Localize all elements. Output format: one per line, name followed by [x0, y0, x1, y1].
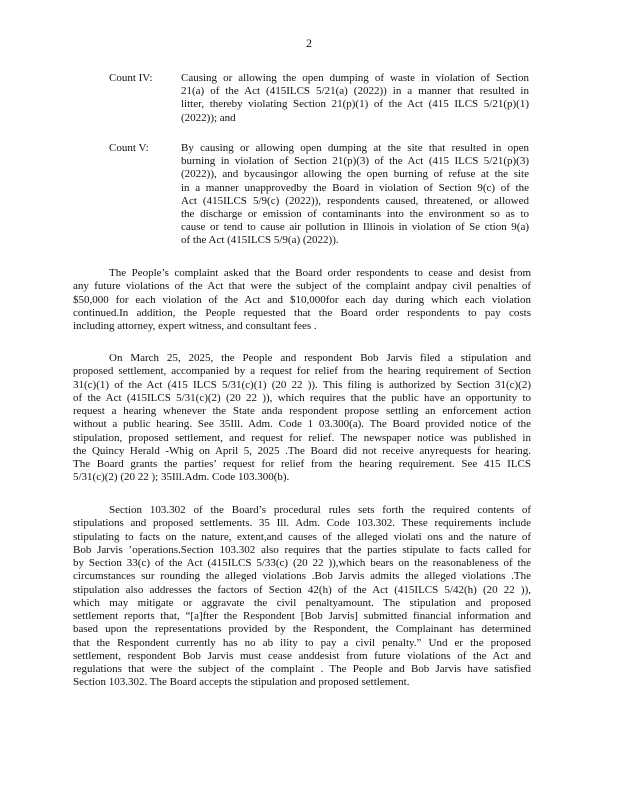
text-line: settlement, respondent Bob Jarvis must cease anddesist from future violations of the Act and	[73, 649, 531, 662]
text-line: The Board grants the parties’ request for relief from the hearing requirement. See 415 ILCS	[73, 458, 531, 470]
text-line: Section 103.302. The Board accepts the stipulation and proposed settlement.	[73, 676, 410, 689]
text-line: $50,000 for each violation of the Act and $10,000for each day during which each violation	[73, 293, 531, 306]
text-line: Act (415ILCS 5/9(c) (2022)), respondents caused, threatened, or allowed	[181, 194, 529, 207]
text-line: (2022)); and	[181, 111, 236, 124]
page-number: 2	[306, 36, 312, 50]
text-line: that the Respondent currently has no ab ility to pay a civil penalty.” Und er the proposed	[73, 636, 531, 649]
count-label: Count IV:	[109, 72, 153, 84]
paragraph-stipulation	[73, 352, 531, 485]
text-line: stipulation also addresses the factors of Section 42(h) of the Act (415ILCS 5/42(h) (20 22 )),	[73, 583, 531, 596]
text-line: By causing or allowing open dumping at the site that resulted in open	[181, 142, 529, 154]
count-text	[181, 72, 529, 125]
text-line: by Section 33(c) of the Act (415ILCS 5/33(c) (20 22 )),which bears on the reasonableness of the	[73, 557, 531, 569]
text-line: The People’s complaint asked that the Board order respondents to cease and desist from	[109, 267, 531, 279]
text-line: any future violations of the Act that were the subject of the complaint andpay civil penalties of	[73, 280, 531, 293]
count-iv	[109, 72, 529, 125]
text-line: Bob Jarvis ’operations.Section 103.302 also requires that the parties stipulate to facts called for	[73, 543, 531, 556]
text-line: stipulation, proposed settlement, and request for relief. The newspaper notice was published in	[73, 431, 531, 444]
text-line: proposed settlement, accompanied by a request for relief from the hearing requirement of Section	[73, 365, 531, 378]
text-line: Causing or allowing the open dumping of waste in violation of Section	[181, 72, 529, 84]
text-line: of the Act (415ILCS 5/9(a) (2022)).	[181, 234, 339, 247]
text-line: cause or tend to cause air pollution in Illinois in violation of Se ction 9(a)	[181, 221, 529, 234]
text-line: in a manner unapprovedby the Board in violation of Section 9(c) of the	[181, 181, 529, 194]
text-line: 5/31(c)(2) (20 22 ); 35Ill.Adm. Code 103.300(b).	[73, 471, 290, 484]
text-line: which may mitigate or aggravate the civil penaltyamount. The stipulation and proposed	[73, 596, 531, 609]
text-line: stipulating to facts on the nature, extent,and causes of the alleged violati ons and the nature of	[73, 530, 531, 543]
text-line: without a public hearing. See 35Ill. Adm. Code 1 03.300(a). The Board provided notice of the	[73, 418, 531, 431]
text-line: of the Act (415ILCS 5/31(c)(2) (20 22 )), which requires that the public have an opportunity to	[73, 391, 531, 404]
count-v	[109, 142, 529, 248]
text-line: regulations that were the subject of the complaint . The People and Bob Jarvis have satisfied	[73, 663, 531, 675]
text-line: On March 25, 2025, the People and respondent Bob Jarvis filed a stipulation and	[109, 352, 531, 364]
paragraph-procedural-rules	[73, 504, 531, 690]
paragraph-complaint	[73, 267, 531, 333]
text-line: including attorney, expert witness, and consultant fees .	[73, 320, 317, 332]
text-line: circumstances sur rounding the alleged violations .Bob Jarvis admits the alleged violations .The	[73, 570, 531, 583]
text-line: based upon the representations provided by the Respondent, the Complainant has determined	[73, 623, 531, 636]
count-label: Count V:	[109, 142, 149, 154]
text-line: request a hearing whenever the State anda respondent propose settling an enforcement action	[73, 405, 531, 417]
text-line: the Quincy Herald -Whig on April 5, 2025 .The Board did not receive anyrequests for hearing.	[73, 444, 531, 457]
text-line: 21(a) of the Act (415ILCS 5/21(a) (2022)) in a manner that resulted in	[181, 85, 529, 98]
text-line: 31(c)(1) of the Act (415 ILCS 5/31(c)(1) (20 22 )). This filing is authorized by Section 31(c)(2)	[73, 378, 531, 391]
text-line: litter, thereby violating Section 21(p)(1) of the Act (415 ILCS 5/21(p)(1)	[181, 98, 529, 111]
count-text	[181, 142, 529, 248]
text-line: Section 103.302 of the Board’s procedural rules sets forth the required contents of	[109, 504, 531, 516]
text-line: continued.In addition, the People requested that the Board order respondents to pay costs	[73, 306, 531, 319]
text-line: stipulations and proposed settlements. 35 Ill. Adm. Code 103.302. These requirements include	[73, 517, 531, 530]
text-line: settlement reports that, “[a]fter the Respondent [Bob Jarvis] submitted financial information and	[73, 610, 531, 622]
text-line: burning in violation of Section 21(p)(3) of the Act (415 ILCS 5/21(p)(3)	[181, 155, 529, 168]
text-line: (2022)), and bycausingor allowing the open burning of refuse at the site	[181, 168, 529, 181]
text-line: the discharge or emission of contaminants into the environment so as to	[181, 208, 529, 221]
